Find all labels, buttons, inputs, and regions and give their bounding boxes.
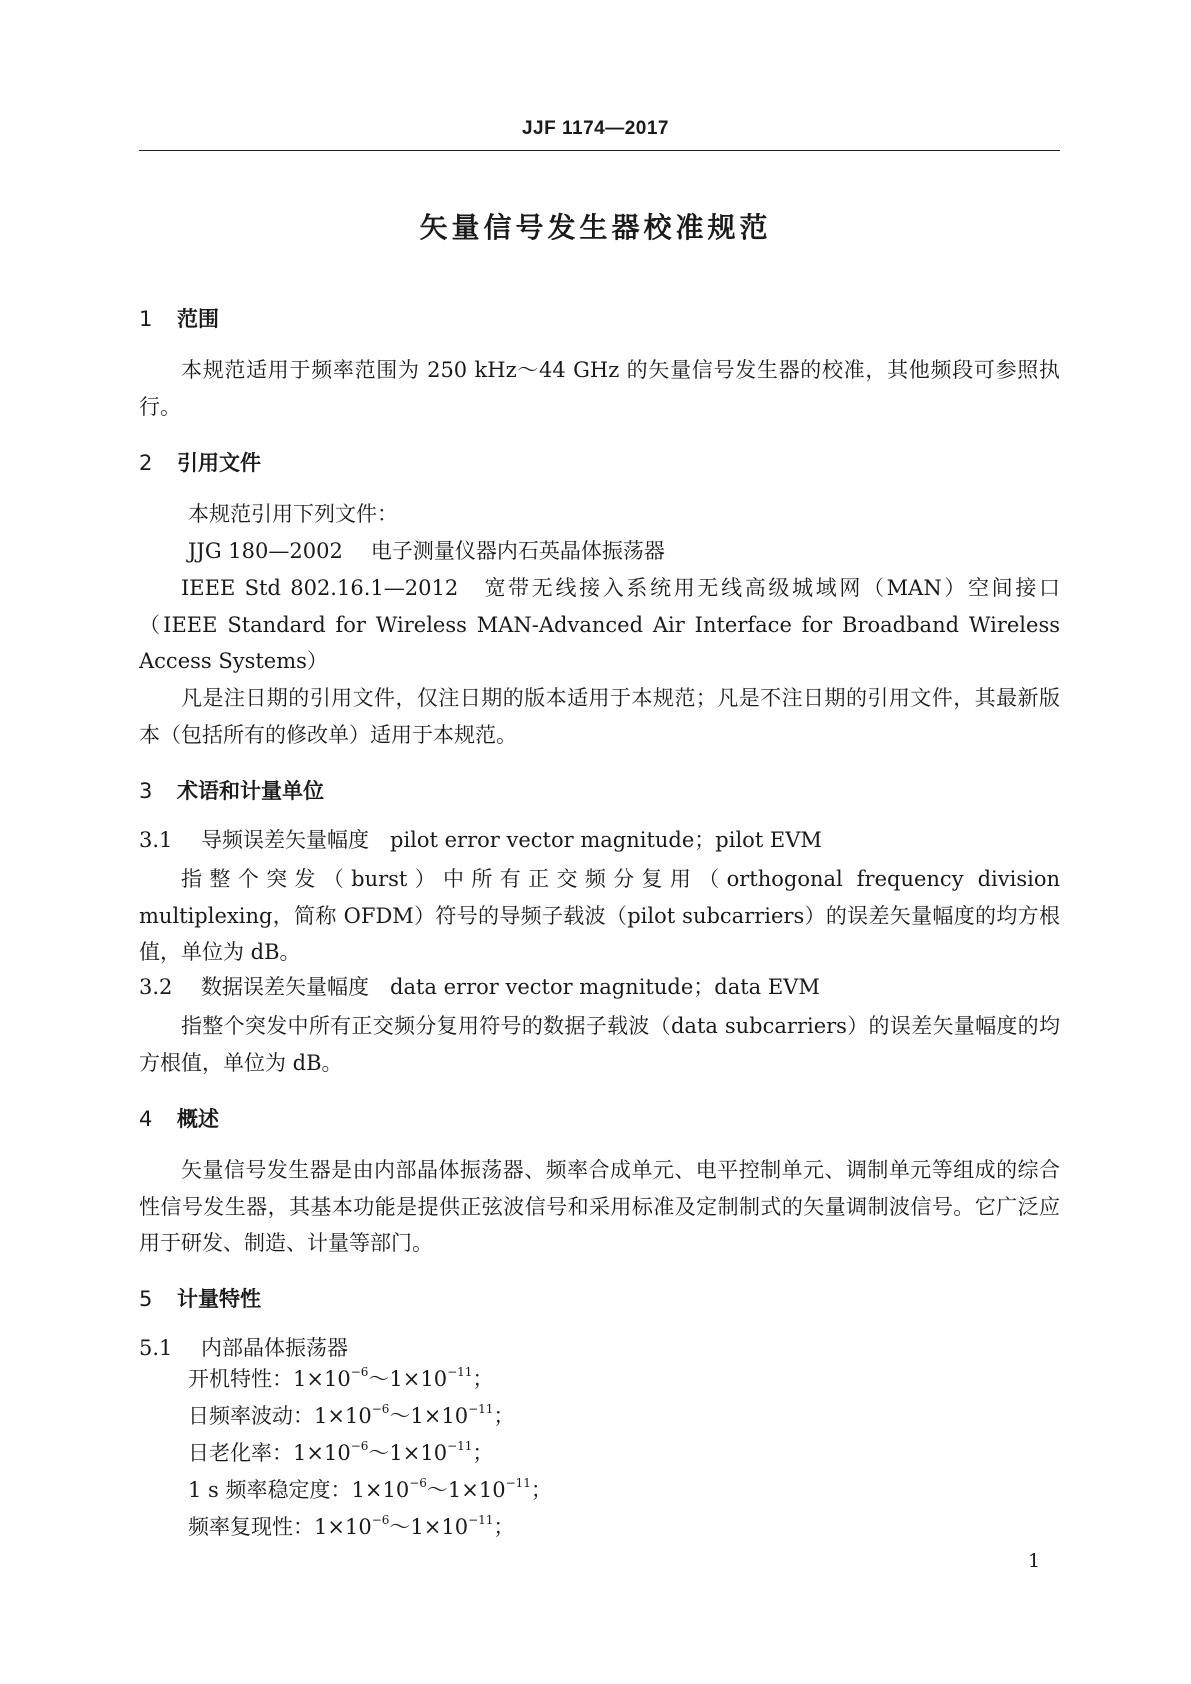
spec-terminator: ； <box>472 1367 494 1391</box>
spec-value: 1×10 <box>351 1478 410 1502</box>
spec-exponent: −11 <box>447 1365 473 1379</box>
spec-label: 日频率波动： <box>188 1404 314 1428</box>
section-title: 术语和计量单位 <box>177 779 324 803</box>
spec-exponent: −6 <box>350 1439 369 1453</box>
reference-code: JJG 180—2002 <box>188 539 343 563</box>
spec-terminator: ； <box>472 1441 494 1465</box>
section-4-paragraph: 矢量信号发生器是由内部晶体振荡器、频率合成单元、电平控制单元、调制单元等组成的综合性信号发生器，其基本功能是提供正弦波信号和采用标准及定制制式的矢量调制波信号。它广泛应用于研发、制造、计量等部门。 <box>139 1158 1060 1255</box>
section-title: 范围 <box>177 307 219 331</box>
spec-value: 1×10 <box>293 1441 351 1465</box>
spec-item-1s-stability <box>188 1472 552 1512</box>
section-number: 2 <box>139 451 153 475</box>
spec-exponent: −11 <box>468 1513 494 1527</box>
header-rule <box>139 150 1060 151</box>
spec-value: 1×10 <box>314 1404 372 1428</box>
spec-label: 频率复现性： <box>188 1515 314 1539</box>
reference-item-2: IEEE Std 802.16.1—2012 宽带无线接入系统用无线高级城域网（MAN）空间接口（IEEE Standard for Wireless MAN-Advanced Air Interface for Broadband Wireless Access Systems） <box>139 576 1060 673</box>
section-number: 1 <box>139 307 153 331</box>
subsection-5-1-heading <box>139 1332 348 1362</box>
spec-value: ～1×10 <box>368 1367 448 1391</box>
spec-value: ～1×10 <box>389 1404 469 1428</box>
spec-exponent: −6 <box>371 1402 390 1416</box>
spec-value: ～1×10 <box>426 1478 506 1502</box>
spec-exponent: −6 <box>409 1476 427 1490</box>
references-note: 凡是注日期的引用文件，仅注日期的版本适用于本规范；凡是不注日期的引用文件，其最新版本（包括所有的修改单）适用于本规范。 <box>139 686 1060 747</box>
page-number: 1 <box>1028 1550 1041 1572</box>
spec-exponent: −11 <box>505 1476 531 1490</box>
spec-value: ～1×10 <box>368 1441 448 1465</box>
reference-item-1 <box>188 533 665 570</box>
section-number: 5 <box>139 1287 153 1311</box>
spec-terminator: ； <box>493 1404 515 1428</box>
section-1-heading <box>139 303 219 333</box>
term-number: 3.2 <box>139 975 173 999</box>
term-3-2-heading <box>139 971 820 1001</box>
section-title: 计量特性 <box>177 1287 261 1311</box>
spec-value: 1×10 <box>314 1515 372 1539</box>
section-2-heading <box>139 447 261 477</box>
spec-label: 日老化率： <box>188 1441 293 1465</box>
spec-item-power-on <box>188 1361 493 1401</box>
spec-value: ～1×10 <box>389 1515 469 1539</box>
spec-terminator: ； <box>530 1478 552 1502</box>
spec-exponent: −11 <box>468 1402 494 1416</box>
spec-exponent: −6 <box>350 1365 369 1379</box>
term-3-1-definition: 指整个突发（burst）中所有正交频分复用（orthogonal frequency division multiplexing，简称 OFDM）符号的导频子载波（pilot subcarriers）的误差矢量幅度的均方根值，单位为 dB。 <box>139 867 1060 964</box>
spec-item-daily-aging <box>188 1435 493 1475</box>
subsection-title: 内部晶体振荡器 <box>201 1336 348 1360</box>
spec-label: 1 s 频率稳定度： <box>188 1478 352 1502</box>
section-1-paragraph: 本规范适用于频率范围为 250 kHz～44 GHz 的矢量信号发生器的校准，其他频段可参照执行。 <box>139 358 1060 419</box>
section-number: 3 <box>139 779 153 803</box>
spec-exponent: −6 <box>371 1513 390 1527</box>
term-name: 导频误差矢量幅度 pilot error vector magnitude；pilot EVM <box>201 828 822 852</box>
spec-exponent: −11 <box>447 1439 473 1453</box>
term-name: 数据误差矢量幅度 data error vector magnitude；data EVM <box>201 975 820 999</box>
term-3-1-heading <box>139 824 822 854</box>
section-4-heading <box>139 1103 219 1133</box>
subsection-number: 5.1 <box>139 1336 173 1360</box>
section-title: 引用文件 <box>177 451 261 475</box>
spec-item-daily-fluctuation <box>188 1398 514 1438</box>
section-number: 4 <box>139 1107 153 1131</box>
section-title: 概述 <box>177 1107 219 1131</box>
document-code-header: JJF 1174—2017 <box>521 118 669 139</box>
term-number: 3.1 <box>139 828 173 852</box>
section-3-heading <box>139 775 324 805</box>
section-5-heading <box>139 1283 261 1313</box>
references-intro: 本规范引用下列文件： <box>188 502 398 526</box>
spec-label: 开机特性： <box>188 1367 293 1391</box>
spec-terminator: ； <box>493 1515 515 1539</box>
spec-value: 1×10 <box>293 1367 351 1391</box>
reference-title: 电子测量仪器内石英晶体振荡器 <box>370 539 665 563</box>
term-3-2-definition: 指整个突发中所有正交频分复用符号的数据子载波（data subcarriers）的误差矢量幅度的均方根值，单位为 dB。 <box>139 1014 1060 1075</box>
document-title: 矢量信号发生器校准规范 <box>419 211 772 244</box>
spec-item-reproducibility <box>188 1509 514 1549</box>
